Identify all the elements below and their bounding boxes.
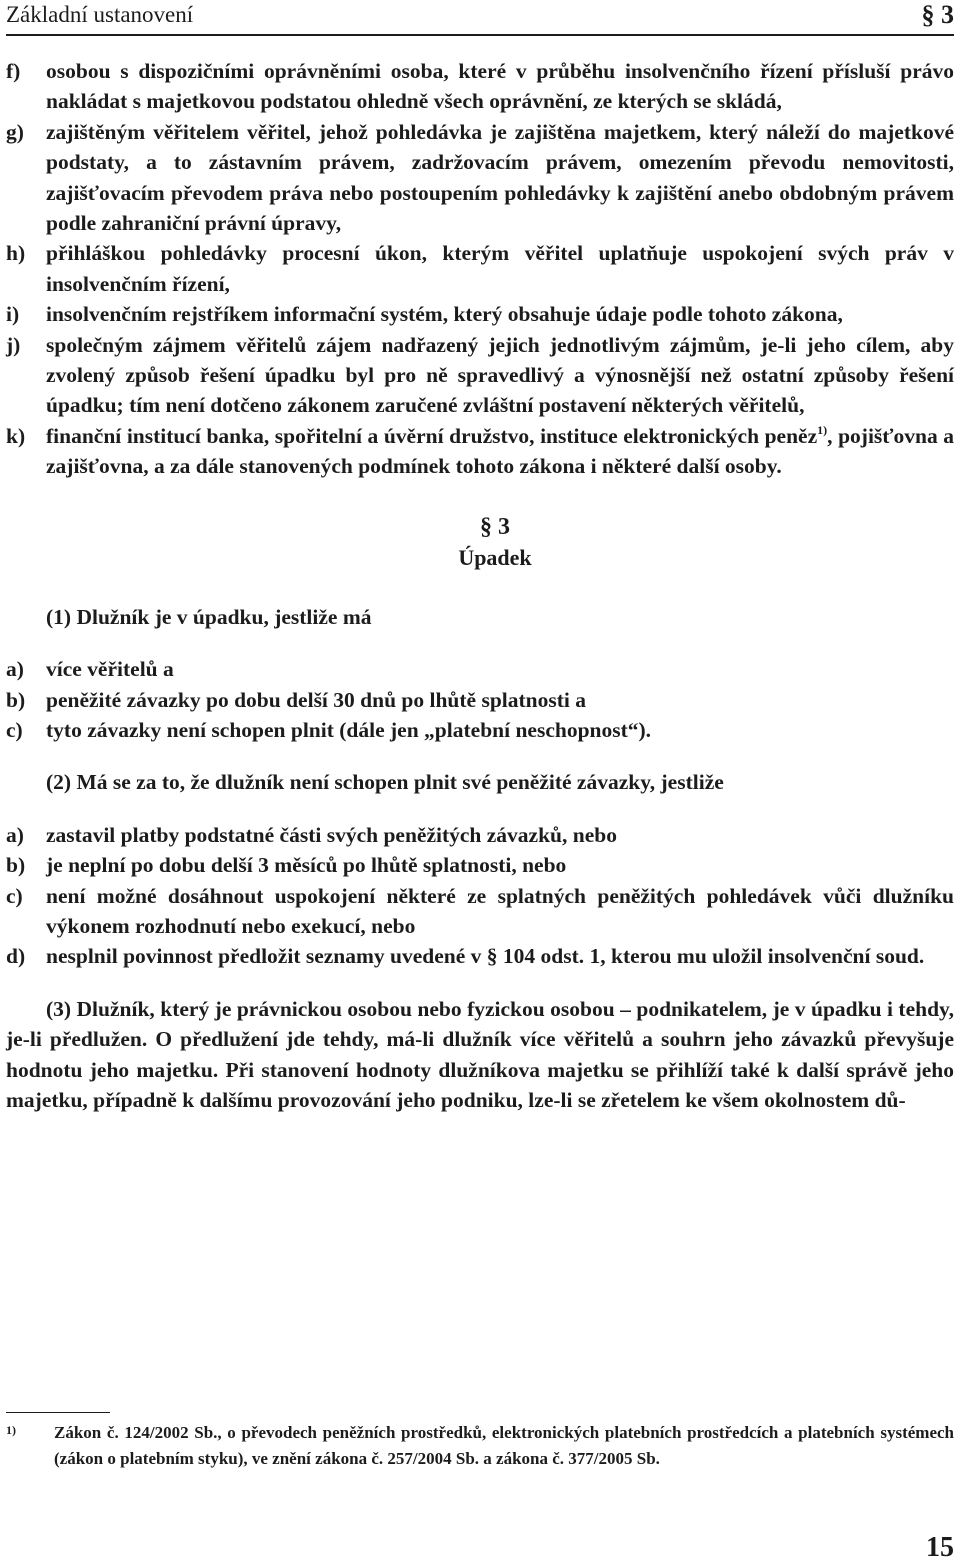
definition-item <box>6 56 954 117</box>
definition-item <box>6 299 954 329</box>
footnote-text: Zákon č. 124/2002 Sb., o převodech peněžních prostředků, elektronických platebních prostředcích a platebních systémech (zákon o platebním styku), ve znění zákona č. 257/2004 Sb. a zákona č. 377/2005 Sb. <box>54 1423 954 1468</box>
item-text: zajištěným věřitelem věřitel, jehož pohledávka je zajištěna majetkem, který náleží do majetkové podstaty, a to zástavním právem, zadržovacím právem, omezením převodu nemovitosti, zajišťovacím převodem práva nebo postoupením pohledávky k zajištění anebo obdobným právem podle zahraniční právní úpravy, <box>46 119 954 236</box>
running-section-mark: § 3 <box>921 0 954 29</box>
page-content <box>6 56 954 1115</box>
item-label: k) <box>6 423 26 448</box>
section-title: Úpadek <box>458 544 532 570</box>
item-text: je neplní po dobu delší 3 měsíců po lhůtě splatnosti, nebo <box>46 853 567 878</box>
list-item <box>6 850 954 880</box>
list-item <box>6 654 954 684</box>
running-title: Základní ustanovení <box>6 2 194 27</box>
item-text: insolvenčním rejstříkem informační systém, který obsahuje údaje podle tohoto zákona, <box>46 302 843 327</box>
definition-item <box>6 421 954 482</box>
section-mark: § 3 <box>480 513 510 540</box>
paragraph-intro: (2) Má se za to, že dlužník není schopen plnit své peněžité závazky, jestliže <box>46 770 724 795</box>
item-text: osobou s dispozičními oprávněními osoba, které v průběhu insolvenčního řízení přísluší právo nakládat s majetkovou podstatou ohledně všech oprávnění, ze kterých se skládá, <box>46 59 954 114</box>
paragraph-text: (3) Dlužník, který je právnickou osobou nebo fyzickou osobou – podnikatelem, je v úpadku i tehdy, je-li předlužen. O předlužení jde tehdy, má-li dlužník více věřitelů a souhrn jeho závazků převyšuje hodnotu jeho majetku. Při stanovení hodnoty dlužníkova majetku se přihlíží také k další správě jeho majetku, případně k dalšímu provozování jeho podniku, lze-li se zřetelem ke všem okolnostem dů- <box>6 996 954 1112</box>
list-item <box>6 941 954 971</box>
definition-item <box>6 330 954 421</box>
list-item <box>6 820 954 850</box>
item-text: zastavil platby podstatné části svých peněžitých závazků, nebo <box>46 822 617 847</box>
footnote-mark: 1) <box>6 1423 16 1437</box>
footnote-reference: 1) <box>817 422 828 437</box>
item-label: d) <box>6 944 26 969</box>
item-label: a) <box>6 657 24 682</box>
item-text: přihláškou pohledávky procesní úkon, kterým věřitel uplatňuje uspokojení svých práv v insolvenčním řízení, <box>46 241 954 296</box>
page-header <box>6 0 954 36</box>
definition-item <box>6 117 954 239</box>
item-text: finanční institucí banka, spořitelní a úvěrní družstvo, instituce elektronických peněz <box>46 423 818 448</box>
item-text: více věřitelů a <box>46 657 174 682</box>
footnote-divider <box>6 1412 110 1413</box>
list-item <box>6 881 954 942</box>
item-label: g) <box>6 119 24 144</box>
item-text: tyto závazky není schopen plnit (dále jen „platební neschopnost“). <box>46 717 652 742</box>
paragraph-intro: (1) Dlužník je v úpadku, jestliže má <box>46 604 372 629</box>
item-label: j) <box>6 332 21 357</box>
definition-item <box>6 238 954 299</box>
item-label: a) <box>6 822 24 847</box>
item-label: i) <box>6 302 20 327</box>
list-item <box>6 715 954 745</box>
item-text: peněžité závazky po dobu delší 30 dnů po lhůtě splatnosti a <box>46 687 586 712</box>
footnote <box>6 1420 954 1472</box>
item-text: společným zájmem věřitelů zájem nadřazený jejich jednotlivým zájmům, je-li jeho cílem, aby zvolený způsob řešení úpadku byl pro ně spravedlivý a výnosnější než ostatní způsoby řešení úpadku; tím není dotčeno zákonem zaručené zvláštní postavení některých věřitelů, <box>46 332 954 418</box>
item-text: není možné dosáhnout uspokojení některé ze splatných peněžitých pohledávek vůči dlužníku výkonem rozhodnutí nebo exekucí, nebo <box>46 883 954 938</box>
item-label: f) <box>6 59 21 83</box>
item-label: c) <box>6 883 23 908</box>
item-text: , pojišťovna a zajišťovna, a za dále stanovených podmínek tohoto zákona i některé další osoby. <box>46 423 955 479</box>
item-label: h) <box>6 241 26 266</box>
item-text: nesplnil povinnost předložit seznamy uvedené v § 104 odst. 1, kterou mu uložil insolvenční soud. <box>46 944 925 969</box>
list-item <box>6 685 954 715</box>
page-number: 15 <box>926 1532 954 1563</box>
item-label: b) <box>6 687 26 712</box>
item-label: b) <box>6 853 26 878</box>
item-label: c) <box>6 717 23 742</box>
